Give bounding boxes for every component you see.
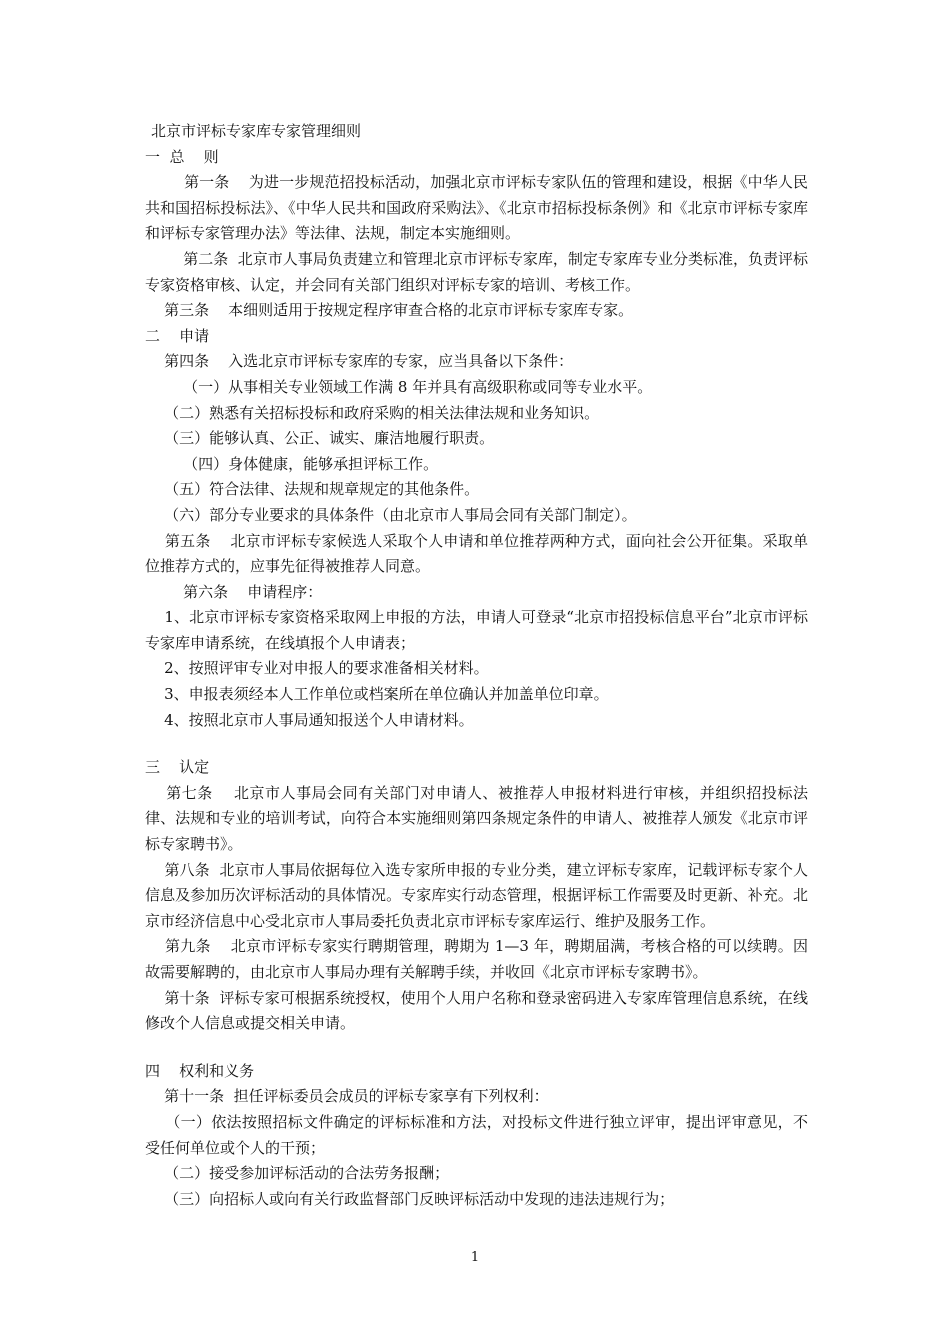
- document-body: [145, 119, 808, 1212]
- blank-line: [145, 733, 808, 755]
- paragraph: 第十条 评标专家可根据系统授权，使用个人用户名称和登录密码进入专家库管理信息系统，在线修改个人信息或提交相关申请。: [145, 988, 808, 1033]
- paragraph: 2、按照评审专业对申报人的要求准备相关材料。: [145, 659, 489, 678]
- paragraph: 第一条 为进一步规范招投标活动，加强北京市评标专家队伍的管理和建设，根据《中华人民共和国招标投标法》、《中华人民共和国政府采购法》、《北京市招标投标条例》和《北京市评标专家库和评标专家管理办法》等法律、法规，制定本实施细则。: [145, 173, 809, 243]
- section-heading: 二 申请: [145, 326, 210, 345]
- section-heading: 四 权利和义务: [145, 1061, 255, 1080]
- paragraph: （二）熟悉有关招标投标和政府采购的相关法律法规和业务知识。: [145, 403, 600, 422]
- paragraph: 第五条 北京市评标专家候选人采取个人申请和单位推荐两种方式，面向社会公开征集。采取单位推荐方式的，应事先征得被推荐人同意。: [145, 531, 809, 576]
- page-number: 1: [470, 1250, 480, 1265]
- paragraph: （一）从事相关专业领域工作满 8 年并具有高级职称或同等专业水平。: [145, 377, 653, 396]
- paragraph: 1、北京市评标专家资格采取网上申报的方法，申请人可登录“北京市招投标信息平台”北京市评标专家库申请系统，在线填报个人申请表；: [145, 608, 808, 652]
- paragraph: （二）接受参加评标活动的合法劳务报酬；: [145, 1164, 450, 1183]
- blank-line: [145, 1037, 808, 1059]
- document-title: 北京市评标专家库专家管理细则: [151, 122, 362, 140]
- paragraph: 第八条 北京市人事局依据每位入选专家所申报的专业分类，建立评标专家库，记载评标专家个人信息及参加历次评标活动的具体情况。专家库实行动态管理，根据评标工作需要及时更新、补充。北京市经济信息中心受北京市人事局委托负责北京市评标专家库运行、维护及服务工作。: [145, 860, 808, 930]
- paragraph: （五）符合法律、法规和规章规定的其他条件。: [145, 480, 480, 499]
- paragraph: （四）身体健康，能够承担评标工作。: [145, 454, 439, 473]
- paragraph: 第九条 北京市评标专家实行聘期管理，聘期为 1—3 年，聘期届满，考核合格的可以续聘。因故需要解聘的，由北京市人事局办理有关解聘手续，并收回《北京市评标专家聘书》。: [145, 937, 808, 981]
- section-heading: 三 认定: [145, 758, 210, 777]
- paragraph: 第七条 北京市人事局会同有关部门对申请人、被推荐人申报材料进行审核，并组织招投标法律、法规和专业的培训考试，向符合本实施细则第四条规定条件的申请人、被推荐人颁发《北京市评标专家聘书》。: [145, 783, 808, 854]
- paragraph: （一）依法按照招标文件确定的评标标准和方法，对投标文件进行独立评审，提出评审意见，不受任何单位或个人的干预；: [145, 1112, 808, 1157]
- paragraph: （六）部分专业要求的具体条件（由北京市人事局会同有关部门制定）。: [145, 505, 637, 524]
- paragraph: 第三条 本细则适用于按规定程序审查合格的北京市评标专家库专家。: [145, 301, 634, 320]
- section-heading: 一 总 则: [145, 147, 219, 166]
- paragraph: （三）能够认真、公正、诚实、廉洁地履行职责。: [145, 429, 495, 448]
- paragraph: 第二条 北京市人事局负责建立和管理北京市评标专家库，制定专家库专业分类标准，负责评标专家资格审核、认定，并会同有关部门组织对评标专家的培训、考核工作。: [145, 249, 808, 294]
- paragraph: 第六条 申请程序：: [145, 582, 323, 601]
- paragraph: 第四条 入选北京市评标专家库的专家，应当具备以下条件：: [145, 352, 574, 371]
- paragraph: 4、按照北京市人事局通知报送个人申请材料。: [145, 710, 474, 729]
- paragraph: 第十一条 担任评标委员会成员的评标专家享有下列权利：: [145, 1087, 549, 1106]
- paragraph: （三）向招标人或向有关行政监督部门反映评标活动中发现的违法违规行为；: [145, 1189, 675, 1208]
- paragraph: 3、申报表须经本人工作单位或档案所在单位确认并加盖单位印章。: [145, 685, 609, 704]
